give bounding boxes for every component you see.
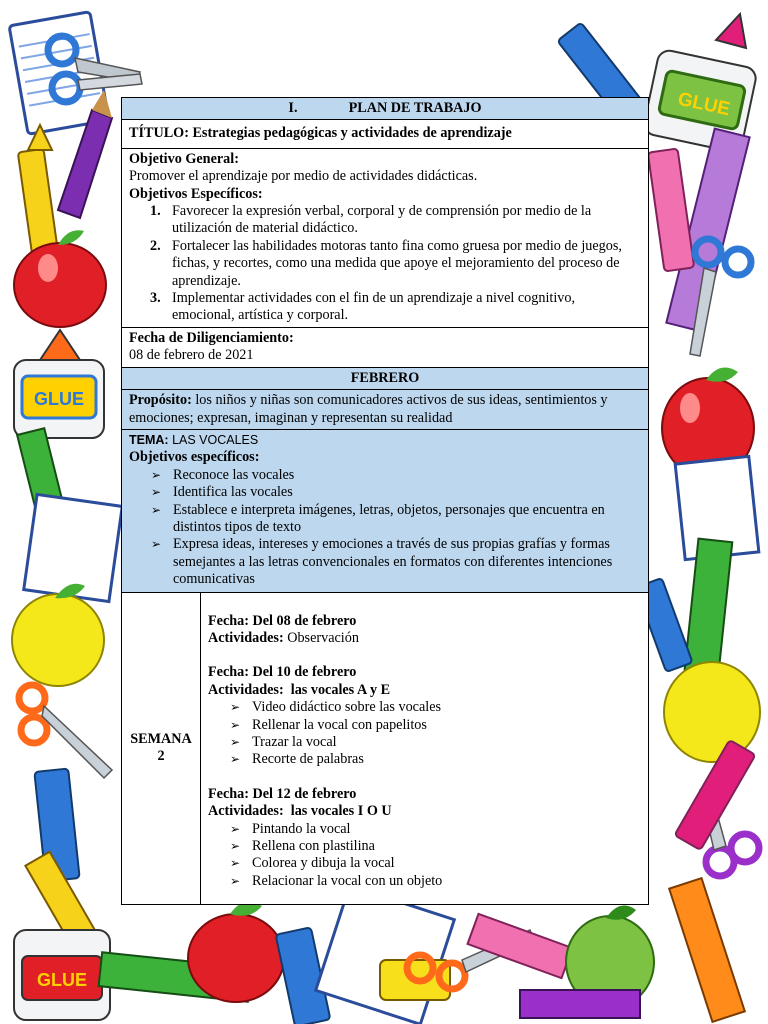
week-label: SEMANA xyxy=(130,731,192,747)
day-block xyxy=(208,664,641,768)
month-header: FEBRERO xyxy=(122,368,648,390)
list-item: ➢ Rellenar la vocal con papelitos xyxy=(230,716,427,733)
list-item: ➢ Video didáctico sobre las vocales xyxy=(230,699,442,716)
list-item: ➢ Relacionar la vocal con un objeto xyxy=(230,872,443,889)
tema-row xyxy=(122,430,648,593)
week-number: 2 xyxy=(157,748,165,765)
day-date: Fecha: Del 08 de febrero xyxy=(208,612,357,629)
titulo-label: TÍTULO: xyxy=(129,125,189,142)
activities-list xyxy=(208,821,641,891)
day-date: Fecha: Del 12 de febrero xyxy=(208,785,357,802)
list-item: ➢ Recorte de palabras xyxy=(230,751,364,768)
objetivos-especificos-list xyxy=(129,203,641,325)
titulo-text: Estrategias pedagógicas y actividades de aprendizaje xyxy=(192,125,512,142)
activities-list xyxy=(208,699,641,769)
objetivo-general-label: Objetivo General: xyxy=(129,150,239,167)
tema-label: TEMA: xyxy=(129,432,169,447)
glue-bottle-icon xyxy=(14,330,104,438)
glue-bottle-icon xyxy=(14,930,110,1020)
day-block xyxy=(208,786,641,890)
objetivos-row xyxy=(122,149,648,328)
scissors-icon xyxy=(19,685,112,778)
fecha-label: Fecha de Diligenciamiento: xyxy=(129,329,294,346)
list-item: ➢ Trazar la vocal xyxy=(230,734,337,750)
list-item: 1. Favorecer la expresión verbal, corporal y de comprensión por medio de la utilización de material didáctico. xyxy=(150,203,592,237)
tema-text: LAS VOCALES xyxy=(172,432,259,447)
week-row xyxy=(122,593,648,905)
week-activities xyxy=(201,593,648,905)
week-label-cell xyxy=(122,593,201,905)
arrow-bullet-icon: ➢ xyxy=(151,537,162,552)
arrow-bullet-icon: ➢ xyxy=(151,502,162,517)
arrow-bullet-icon: ➢ xyxy=(230,839,241,854)
day-activities-line: Actividades: las vocales A y E xyxy=(208,681,391,698)
svg-text:GLUE: GLUE xyxy=(33,389,85,409)
list-item: ➢ Establece e interpreta imágenes, letras, objetos, personajes que encuentra en distintos tipos de texto xyxy=(151,501,605,535)
day-block xyxy=(208,613,641,648)
proposito-row xyxy=(122,390,648,430)
arrow-bullet-icon: ➢ xyxy=(151,467,162,482)
section-header xyxy=(122,98,648,120)
arrow-bullet-icon: ➢ xyxy=(230,856,241,871)
scissors-icon xyxy=(690,239,751,356)
fecha-row xyxy=(122,328,648,368)
fecha-text: 08 de febrero de 2021 xyxy=(129,347,254,364)
glue-bottle-icon xyxy=(642,14,758,153)
list-item: ➢ Colorea y dibuja la vocal xyxy=(230,855,395,872)
section-title: PLAN DE TRABAJO xyxy=(348,100,482,116)
arrow-bullet-icon: ➢ xyxy=(230,821,241,836)
list-item: ➢ Rellena con plastilina xyxy=(230,838,375,855)
list-item: ➢ Expresa ideas, intereses y emociones a través de sus propias grafías y formas semejantes a las letras convencionales en formatos con diferentes intenciones comunicativas xyxy=(151,536,613,588)
tema-objetivos-list xyxy=(129,467,641,589)
list-item: 2. Fortalecer las habilidades motoras tanto fina como gruesa por medio de juegos, fichas, y recortes, como una medida que apoye el mejoramiento del proceso de aprendizaje. xyxy=(150,237,622,289)
day-activities-line: Actividades: Observación xyxy=(208,629,359,646)
arrow-bullet-icon: ➢ xyxy=(151,485,162,500)
list-item: ➢ Identifica las vocales xyxy=(151,484,293,501)
tema-line xyxy=(129,432,641,449)
proposito-label: Propósito: xyxy=(129,392,192,409)
apple-icon xyxy=(14,230,106,327)
arrow-bullet-icon: ➢ xyxy=(230,735,241,749)
arrow-bullet-icon: ➢ xyxy=(230,873,241,888)
day-date: Fecha: Del 10 de febrero xyxy=(208,664,357,681)
objetivo-general-text: Promover el aprendizaje por medio de actividades didácticas. xyxy=(129,168,478,185)
plan-document xyxy=(121,97,649,905)
arrow-bullet-icon: ➢ xyxy=(230,752,241,767)
arrow-bullet-icon: ➢ xyxy=(230,717,241,732)
titulo-row xyxy=(122,120,648,148)
proposito-text: los niños y niñas son comunicadores activos de sus ideas, sentimientos y emociones; expresan, imaginan y representan su realidad xyxy=(129,392,608,426)
svg-text:GLUE: GLUE xyxy=(675,88,732,121)
objetivos-especificos-label: Objetivos Específicos: xyxy=(129,185,263,202)
svg-text:GLUE: GLUE xyxy=(36,970,88,990)
list-item: ➢ Reconoce las vocales xyxy=(151,466,295,483)
arrow-bullet-icon: ➢ xyxy=(230,700,241,715)
list-item: 3. Implementar actividades con el fin de un aprendizaje a nivel cognitivo, emocional, artística y corporal. xyxy=(150,290,576,324)
section-number: I. xyxy=(288,100,298,116)
day-activities-line: Actividades: las vocales I O U xyxy=(208,803,392,820)
list-item: ➢ Pintando la vocal xyxy=(230,820,351,837)
tema-objetivos-label: Objetivos específicos: xyxy=(129,449,260,466)
